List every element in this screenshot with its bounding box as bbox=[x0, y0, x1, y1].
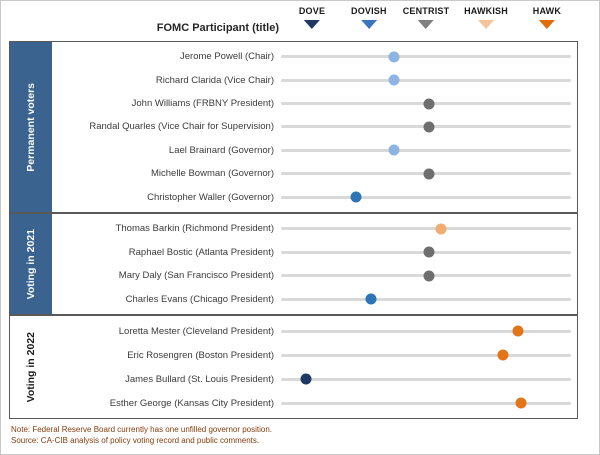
participant-row bbox=[52, 143, 577, 157]
participant-name: Loretta Mester (Cleveland President) bbox=[118, 325, 274, 337]
participant-name: Christopher Waller (Governor) bbox=[147, 191, 274, 203]
section-voting-in-2021 bbox=[9, 213, 578, 315]
section-sidebar bbox=[10, 214, 52, 314]
section-rows bbox=[52, 214, 577, 314]
stance-track bbox=[281, 167, 571, 181]
track-line bbox=[281, 79, 571, 82]
legend-label: DOVE bbox=[298, 6, 326, 16]
stance-dot bbox=[436, 223, 447, 234]
stance-dot bbox=[497, 350, 508, 361]
track-line bbox=[281, 196, 571, 199]
participant-row bbox=[52, 324, 577, 338]
section-rows bbox=[52, 316, 577, 418]
legend-centrist bbox=[403, 6, 450, 29]
hawk-triangle-icon bbox=[539, 20, 555, 29]
track-line bbox=[281, 227, 571, 230]
stance-dot bbox=[424, 98, 435, 109]
participant-name: John Williams (FRBNY President) bbox=[131, 98, 274, 110]
legend-hawkish bbox=[464, 6, 508, 29]
stance-dot bbox=[389, 75, 400, 86]
track-line bbox=[281, 354, 571, 357]
section-voting-in-2022 bbox=[9, 315, 578, 419]
stance-dot bbox=[389, 51, 400, 62]
stance-track bbox=[281, 222, 571, 236]
participant-row bbox=[52, 372, 577, 386]
stance-dot bbox=[351, 192, 362, 203]
participant-row bbox=[52, 396, 577, 410]
participant-row bbox=[52, 190, 577, 204]
participant-column-header: FOMC Participant (title) bbox=[156, 22, 279, 34]
participant-row bbox=[52, 292, 577, 306]
participant-name: Randal Quarles (Vice Chair for Supervision) bbox=[89, 121, 274, 133]
stance-track bbox=[281, 73, 571, 87]
participant-row bbox=[52, 50, 577, 64]
footnotes bbox=[11, 424, 272, 446]
participant-name: James Bullard (St. Louis President) bbox=[125, 373, 274, 385]
stance-dot bbox=[512, 326, 523, 337]
section-list bbox=[9, 41, 578, 419]
participant-name: Jerome Powell (Chair) bbox=[180, 51, 274, 63]
stance-track bbox=[281, 50, 571, 64]
stance-track bbox=[281, 324, 571, 338]
stance-dot bbox=[515, 398, 526, 409]
participant-row bbox=[52, 269, 577, 283]
section-label: Voting in 2022 bbox=[25, 331, 37, 403]
participant-name: Mary Daly (San Francisco President) bbox=[118, 270, 274, 282]
participant-name: Raphael Bostic (Atlanta President) bbox=[128, 246, 274, 258]
stance-dot bbox=[365, 294, 376, 305]
participant-name: Eric Rosengren (Boston President) bbox=[127, 349, 274, 361]
participant-name: Michelle Bowman (Governor) bbox=[150, 168, 274, 180]
stance-track bbox=[281, 120, 571, 134]
centrist-triangle-icon bbox=[418, 20, 434, 29]
stance-track bbox=[281, 190, 571, 204]
stance-track bbox=[281, 348, 571, 362]
participant-name: Esther George (Kansas City President) bbox=[109, 397, 274, 409]
participant-row bbox=[52, 222, 577, 236]
dove-triangle-icon bbox=[304, 20, 320, 29]
stance-dot bbox=[389, 145, 400, 156]
section-sidebar bbox=[10, 42, 52, 212]
section-label: Voting in 2021 bbox=[25, 228, 37, 300]
stance-track bbox=[281, 269, 571, 283]
legend-label: HAWKISH bbox=[464, 6, 508, 16]
legend-dove bbox=[299, 6, 325, 29]
stance-dot bbox=[424, 121, 435, 132]
participant-row bbox=[52, 348, 577, 362]
participant-row bbox=[52, 97, 577, 111]
stance-track bbox=[281, 396, 571, 410]
stance-track bbox=[281, 143, 571, 157]
dovish-triangle-icon bbox=[361, 20, 377, 29]
legend-hawk bbox=[533, 6, 561, 29]
legend-label: HAWK bbox=[532, 6, 562, 16]
note-line: Note: Federal Reserve Board currently has one unfilled governor position. bbox=[11, 425, 273, 434]
stance-track bbox=[281, 372, 571, 386]
stance-dot bbox=[424, 247, 435, 258]
section-rows bbox=[52, 42, 577, 212]
hawkish-triangle-icon bbox=[478, 20, 494, 29]
participant-name: Charles Evans (Chicago President) bbox=[125, 293, 274, 305]
source-line: Source: CA-CIB analysis of policy voting record and public comments. bbox=[11, 436, 260, 445]
legend-label: CENTRIST bbox=[402, 6, 450, 16]
participant-row bbox=[52, 73, 577, 87]
stance-dot bbox=[424, 168, 435, 179]
stance-legend bbox=[281, 6, 571, 40]
participant-name: Lael Brainard (Governor) bbox=[168, 144, 274, 156]
participant-row bbox=[52, 245, 577, 259]
participant-row bbox=[52, 167, 577, 181]
legend-dovish bbox=[351, 6, 387, 29]
track-line bbox=[281, 378, 571, 381]
stance-dot bbox=[424, 270, 435, 281]
track-line bbox=[281, 330, 571, 333]
track-line bbox=[281, 402, 571, 405]
section-sidebar bbox=[10, 316, 52, 418]
stance-track bbox=[281, 97, 571, 111]
track-line bbox=[281, 298, 571, 301]
stance-track bbox=[281, 245, 571, 259]
track-line bbox=[281, 55, 571, 58]
stance-dot bbox=[301, 374, 312, 385]
participant-row bbox=[52, 120, 577, 134]
section-label: Permanent voters bbox=[25, 82, 37, 172]
legend-label: DOVISH bbox=[351, 6, 387, 16]
section-permanent-voters bbox=[9, 41, 578, 213]
participant-name: Thomas Barkin (Richmond President) bbox=[115, 223, 274, 235]
track-line bbox=[281, 149, 571, 152]
stance-track bbox=[281, 292, 571, 306]
participant-name: Richard Clarida (Vice Chair) bbox=[155, 74, 274, 86]
